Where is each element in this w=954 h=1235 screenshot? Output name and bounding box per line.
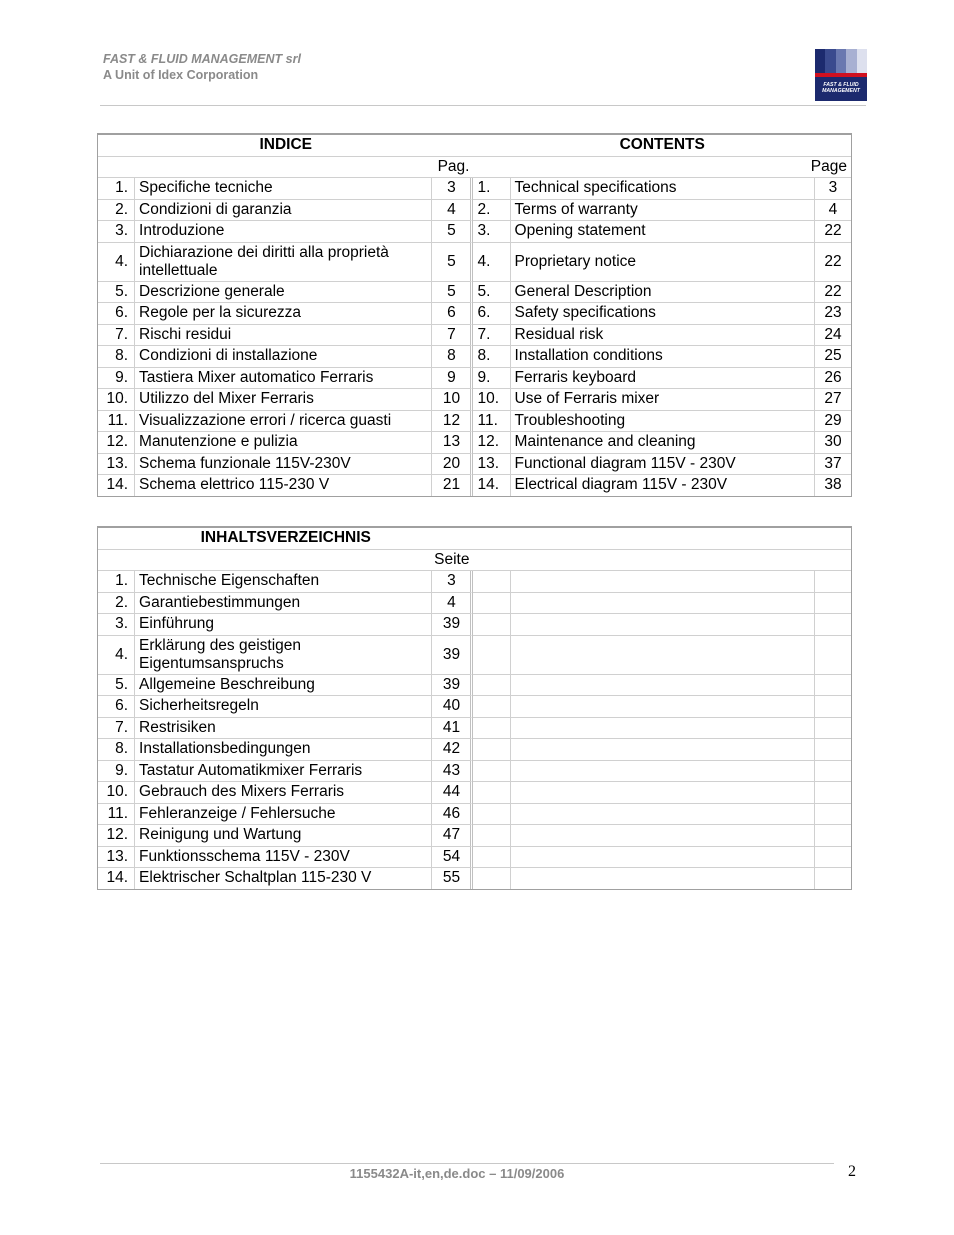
table-row bbox=[98, 739, 851, 761]
entry-number-en: 7. bbox=[473, 325, 510, 347]
entry-number: 1. bbox=[98, 571, 135, 593]
header-rule bbox=[100, 105, 866, 106]
table-row bbox=[98, 675, 851, 697]
entry-number: 6. bbox=[98, 303, 135, 325]
entry-number-en: 1. bbox=[473, 178, 510, 200]
entry-title-en: General Description bbox=[511, 282, 815, 304]
empty-cell bbox=[511, 571, 815, 593]
entry-page-de: 39 bbox=[432, 614, 473, 636]
table-row bbox=[98, 804, 851, 826]
entry-title-de: Installationsbedingungen bbox=[135, 739, 432, 761]
empty-cell bbox=[473, 804, 510, 826]
table-row bbox=[98, 718, 851, 740]
empty-cell bbox=[815, 718, 851, 740]
empty-cell bbox=[473, 761, 510, 783]
empty-cell bbox=[815, 739, 851, 761]
entry-number: 8. bbox=[98, 346, 135, 368]
entry-number: 14. bbox=[98, 475, 135, 496]
entry-number-en: 9. bbox=[473, 368, 510, 390]
entry-title-it: Manutenzione e pulizia bbox=[135, 432, 432, 454]
entry-page-en: 25 bbox=[815, 346, 851, 368]
empty-cell bbox=[815, 804, 851, 826]
entry-title-it: Visualizzazione errori / ricerca guasti bbox=[135, 411, 432, 433]
empty-cell bbox=[511, 675, 815, 697]
empty-cell bbox=[815, 868, 851, 889]
empty-cell bbox=[473, 739, 510, 761]
entry-number: 13. bbox=[98, 847, 135, 869]
table-row bbox=[98, 282, 851, 304]
entry-page-de: 39 bbox=[432, 636, 473, 675]
entry-number: 11. bbox=[98, 804, 135, 826]
entry-title-it: Introduzione bbox=[135, 221, 432, 243]
entry-number: 5. bbox=[98, 675, 135, 697]
entry-title-it: Schema elettrico 115-230 V bbox=[135, 475, 432, 496]
logo-text: FAST & FLUID MANAGEMENT bbox=[815, 77, 867, 101]
entry-number: 7. bbox=[98, 325, 135, 347]
company-name: FAST & FLUID MANAGEMENT srl bbox=[103, 52, 301, 66]
table-row bbox=[98, 325, 851, 347]
empty-cell bbox=[511, 593, 815, 615]
entry-page-de: 40 bbox=[432, 696, 473, 718]
empty-cell bbox=[473, 782, 510, 804]
entry-page-de: 42 bbox=[432, 739, 473, 761]
indice-heading: INDICE bbox=[98, 135, 473, 157]
empty-cell bbox=[815, 825, 851, 847]
entry-page-en: 27 bbox=[815, 389, 851, 411]
entry-title-de: Tastatur Automatikmixer Ferraris bbox=[135, 761, 432, 783]
entry-page-en: 22 bbox=[815, 243, 851, 282]
entry-number: 4. bbox=[98, 636, 135, 675]
table-row bbox=[98, 243, 851, 282]
entry-number-en: 5. bbox=[473, 282, 510, 304]
entry-page-en: 37 bbox=[815, 454, 851, 476]
table-row bbox=[98, 593, 851, 615]
empty-cell bbox=[473, 675, 510, 697]
entry-page-it: 13 bbox=[432, 432, 473, 454]
entry-number-en: 6. bbox=[473, 303, 510, 325]
entry-number-en: 8. bbox=[473, 346, 510, 368]
entry-title-it: Tastiera Mixer automatico Ferraris bbox=[135, 368, 432, 390]
empty-cell bbox=[815, 614, 851, 636]
entry-number: 10. bbox=[98, 389, 135, 411]
entry-number: 4. bbox=[98, 243, 135, 282]
logo-stripes bbox=[815, 49, 867, 76]
empty-cell bbox=[511, 804, 815, 826]
empty-cell bbox=[511, 718, 815, 740]
entry-page-en: 24 bbox=[815, 325, 851, 347]
toc-de-table bbox=[97, 526, 852, 890]
entry-title-it: Descrizione generale bbox=[135, 282, 432, 304]
entry-title-de: Allgemeine Beschreibung bbox=[135, 675, 432, 697]
entry-number: 5. bbox=[98, 282, 135, 304]
entry-title-it: Schema funzionale 115V-230V bbox=[135, 454, 432, 476]
entry-title-en: Ferraris keyboard bbox=[511, 368, 815, 390]
entry-title-en: Safety specifications bbox=[511, 303, 815, 325]
page-number: 2 bbox=[848, 1163, 856, 1180]
entry-page-it: 21 bbox=[432, 475, 473, 496]
entry-number: 8. bbox=[98, 739, 135, 761]
entry-number: 2. bbox=[98, 593, 135, 615]
empty-cell bbox=[815, 593, 851, 615]
entry-page-en: 38 bbox=[824, 476, 842, 494]
entry-number: 6. bbox=[98, 696, 135, 718]
entry-page-it: 8 bbox=[432, 346, 473, 368]
table-row bbox=[98, 221, 851, 243]
entry-title-de: Gebrauch des Mixers Ferraris bbox=[135, 782, 432, 804]
entry-number-en: 13. bbox=[473, 454, 510, 476]
entry-page-en: 4 bbox=[815, 200, 851, 222]
table-row bbox=[98, 761, 851, 783]
entry-page-it: 12 bbox=[432, 411, 473, 433]
entry-number: 3. bbox=[98, 221, 135, 243]
entry-page-de: 55 bbox=[432, 868, 473, 889]
entry-title-de: Einführung bbox=[135, 614, 432, 636]
table-row bbox=[98, 432, 851, 454]
entry-page-it: 9 bbox=[432, 368, 473, 390]
company-logo bbox=[815, 49, 867, 101]
entry-number-en: 12. bbox=[473, 432, 510, 454]
entry-number-en: 14. bbox=[473, 475, 510, 496]
entry-page-de: 3 bbox=[432, 571, 473, 593]
entry-page-en: 30 bbox=[815, 432, 851, 454]
entry-number: 9. bbox=[98, 368, 135, 390]
seite-label: Seite bbox=[98, 550, 473, 572]
entry-title-en: Proprietary notice bbox=[511, 243, 815, 282]
entry-title-en: Installation conditions bbox=[511, 346, 815, 368]
table-row bbox=[98, 636, 851, 675]
entry-page-de: 41 bbox=[432, 718, 473, 740]
footer-doc-ref: 1155432A-it,en,de.doc – 11/09/2006 bbox=[349, 1166, 565, 1181]
entry-number-en: 10. bbox=[473, 389, 510, 411]
entry-page-it: 7 bbox=[432, 325, 473, 347]
entry-title-it: Utilizzo del Mixer Ferraris bbox=[135, 389, 432, 411]
entry-title-de: Erklärung des geistigen Eigentumsanspruchs bbox=[135, 636, 432, 675]
empty-cell bbox=[511, 636, 815, 675]
table-row bbox=[98, 411, 851, 433]
table-row bbox=[98, 868, 851, 889]
entry-page-de: 43 bbox=[432, 761, 473, 783]
entry-page-en: 29 bbox=[815, 411, 851, 433]
entry-page-it: 4 bbox=[432, 200, 473, 222]
empty-cell bbox=[511, 868, 815, 889]
page-label: Page bbox=[473, 157, 851, 179]
empty-cell bbox=[511, 847, 815, 869]
entry-number: 11. bbox=[98, 411, 135, 433]
table-row bbox=[98, 614, 851, 636]
entry-title-de: Fehleranzeige / Fehlersuche bbox=[135, 804, 432, 826]
entry-title-en: Residual risk bbox=[511, 325, 815, 347]
table-row bbox=[98, 847, 851, 869]
table-row bbox=[98, 346, 851, 368]
entry-page-it: 5 bbox=[432, 282, 473, 304]
entry-title-en: Opening statement bbox=[511, 221, 815, 243]
entry-number-en: 4. bbox=[473, 243, 510, 282]
toc1-heading-row bbox=[98, 135, 851, 157]
empty-cell bbox=[473, 696, 510, 718]
entry-page-it: 6 bbox=[432, 303, 473, 325]
empty-cell bbox=[815, 847, 851, 869]
entry-title-en: Terms of warranty bbox=[511, 200, 815, 222]
entry-title-de: Technische Eigenschaften bbox=[135, 571, 432, 593]
empty-cell bbox=[511, 696, 815, 718]
empty-cell bbox=[473, 571, 510, 593]
toc2-heading-row bbox=[98, 528, 851, 550]
empty-cell bbox=[473, 825, 510, 847]
entry-number-en: 11. bbox=[473, 411, 510, 433]
empty-cell bbox=[511, 761, 815, 783]
entry-number: 7. bbox=[98, 718, 135, 740]
entry-page-it: 3 bbox=[432, 178, 473, 200]
entry-number: 12. bbox=[98, 825, 135, 847]
contents-heading: CONTENTS bbox=[473, 135, 851, 157]
empty-cell bbox=[473, 718, 510, 740]
entry-title-en: Technical specifications bbox=[511, 178, 815, 200]
entry-title-de: Elektrischer Schaltplan 115-230 V bbox=[135, 868, 432, 889]
empty-cell bbox=[473, 868, 510, 889]
entry-page-en: 23 bbox=[815, 303, 851, 325]
entry-number: 3. bbox=[98, 614, 135, 636]
entry-number: 14. bbox=[98, 868, 135, 889]
table-row bbox=[98, 178, 851, 200]
empty-cell bbox=[511, 739, 815, 761]
entry-page-it: 5 bbox=[432, 243, 473, 282]
table-row bbox=[98, 454, 851, 476]
empty-cell bbox=[815, 675, 851, 697]
entry-number: 13. bbox=[98, 454, 135, 476]
entry-title-de: Garantiebestimmungen bbox=[135, 593, 432, 615]
entry-page-en: 22 bbox=[815, 221, 851, 243]
entry-title-en: Electrical diagram 115V - 230V bbox=[511, 475, 815, 496]
table-row bbox=[98, 200, 851, 222]
entry-title-de: Restrisiken bbox=[135, 718, 432, 740]
entry-title-en: Maintenance and cleaning bbox=[511, 432, 815, 454]
entry-title-it: Condizioni di installazione bbox=[135, 346, 432, 368]
table-row bbox=[98, 825, 851, 847]
empty-cell bbox=[815, 636, 851, 675]
footer-rule bbox=[100, 1163, 834, 1164]
table-row bbox=[98, 782, 851, 804]
empty-cell bbox=[473, 593, 510, 615]
entry-title-de: Funktionsschema 115V - 230V bbox=[135, 847, 432, 869]
entry-number: 9. bbox=[98, 761, 135, 783]
entry-page-de: 39 bbox=[432, 675, 473, 697]
entry-number: 1. bbox=[98, 178, 135, 200]
entry-number: 10. bbox=[98, 782, 135, 804]
empty-cell bbox=[473, 636, 510, 675]
empty-cell bbox=[511, 614, 815, 636]
entry-page-de: 47 bbox=[432, 825, 473, 847]
empty-cell bbox=[815, 696, 851, 718]
entry-number-en: 3. bbox=[473, 221, 510, 243]
table-row bbox=[98, 368, 851, 390]
pag-label: Pag. bbox=[98, 157, 473, 179]
entry-page-it: 5 bbox=[432, 221, 473, 243]
empty-cell bbox=[815, 761, 851, 783]
table-row bbox=[98, 389, 851, 411]
entry-page-it: 20 bbox=[432, 454, 473, 476]
entry-title-it: Condizioni di garanzia bbox=[135, 200, 432, 222]
empty-cell bbox=[511, 782, 815, 804]
entry-title-de: Reinigung und Wartung bbox=[135, 825, 432, 847]
toc-it-en-table bbox=[97, 133, 852, 497]
entry-title-en: Use of Ferraris mixer bbox=[511, 389, 815, 411]
entry-title-it: Regole per la sicurezza bbox=[135, 303, 432, 325]
toc1-pagelabel-row bbox=[98, 157, 851, 179]
entry-title-de: Sicherheitsregeln bbox=[135, 696, 432, 718]
entry-number: 2. bbox=[98, 200, 135, 222]
entry-page-en: 22 bbox=[815, 282, 851, 304]
empty-cell bbox=[815, 571, 851, 593]
empty-cell bbox=[473, 614, 510, 636]
empty-cell bbox=[511, 825, 815, 847]
entry-page-de: 46 bbox=[432, 804, 473, 826]
entry-title-en: Troubleshooting bbox=[511, 411, 815, 433]
entry-title-en: Functional diagram 115V - 230V bbox=[511, 454, 815, 476]
entry-page-en: 26 bbox=[815, 368, 851, 390]
entry-page-de: 4 bbox=[432, 593, 473, 615]
entry-page-de: 54 bbox=[432, 847, 473, 869]
empty-cell bbox=[473, 847, 510, 869]
entry-page-it: 10 bbox=[432, 389, 473, 411]
table-row bbox=[98, 696, 851, 718]
entry-title-it: Rischi residui bbox=[135, 325, 432, 347]
entry-number-en: 2. bbox=[473, 200, 510, 222]
toc2-pagelabel-row bbox=[98, 550, 851, 572]
entry-title-it: Specifiche tecniche bbox=[135, 178, 432, 200]
entry-number: 12. bbox=[98, 432, 135, 454]
empty-cell bbox=[815, 782, 851, 804]
table-row bbox=[98, 475, 851, 496]
table-row bbox=[98, 303, 851, 325]
entry-title-it: Dichiarazione dei diritti alla proprietà intellettuale bbox=[135, 243, 432, 282]
entry-page-de: 44 bbox=[432, 782, 473, 804]
entry-page-en: 3 bbox=[815, 178, 851, 200]
table-row bbox=[98, 571, 851, 593]
company-subtitle: A Unit of Idex Corporation bbox=[103, 68, 259, 82]
inhaltsverzeichnis-heading: INHALTSVERZEICHNIS bbox=[98, 528, 473, 550]
